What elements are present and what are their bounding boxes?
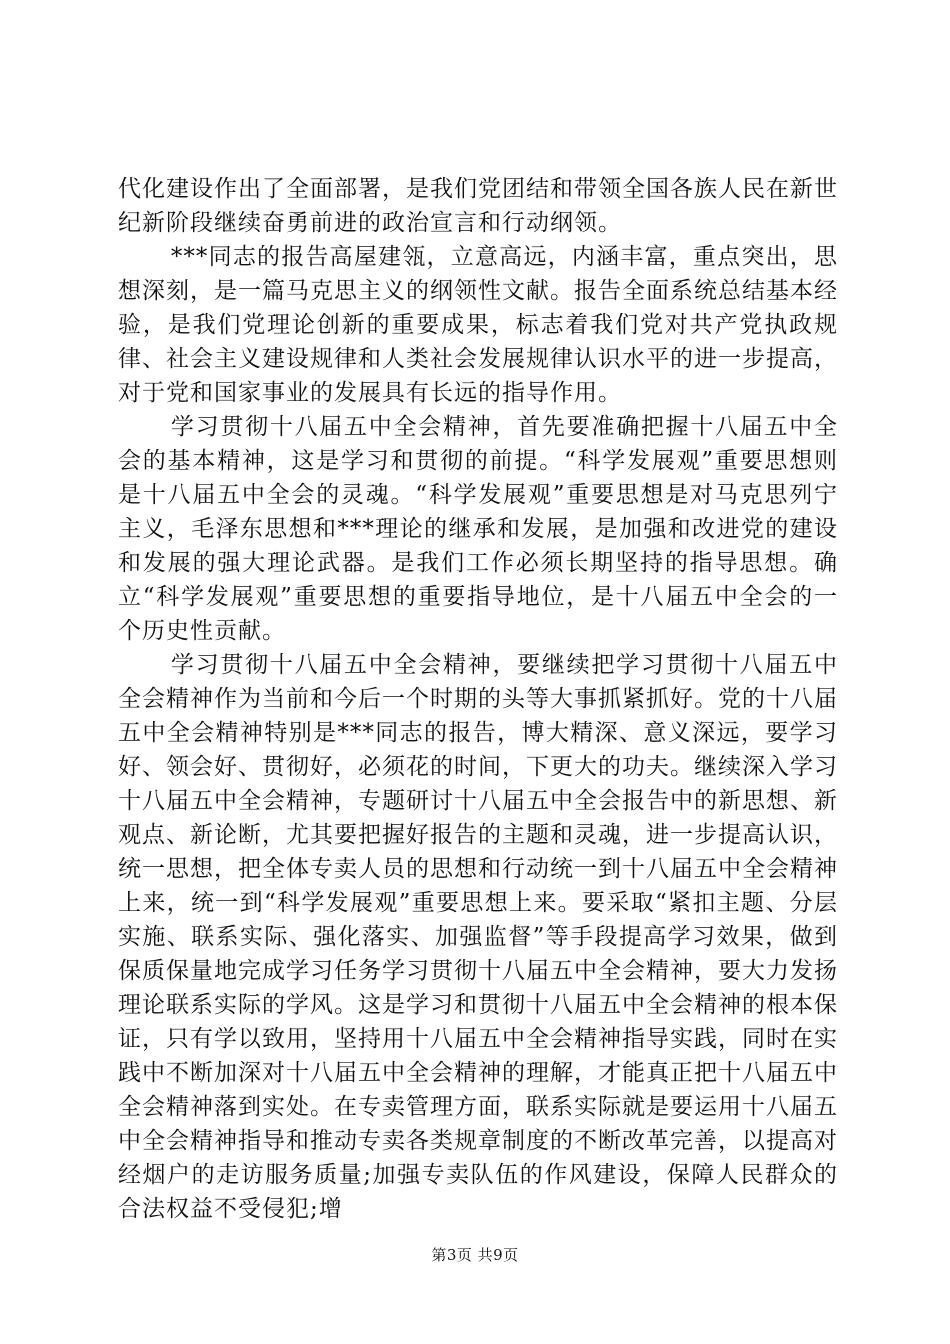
page-footer: 第3页 共9页 bbox=[431, 1246, 519, 1264]
paragraph-study-implementation: 学习贯彻十八届五中全会精神，要继续把学习贯彻十八届五中全会精神作为当前和今后一个时期的头等大事抓紧抓好。党的十八届五中全会精神特别是***同志的报告，博大精深、意义深远，要学习好、领会好、贯彻好，必须花的时间，下更大的功夫。继续深入学习十八届五中全会精神，专题研讨十八届五中全会报告中的新思想、新观点、新论断，尤其要把握好报告的主题和灵魂，进一步提高认识，统一思想，把全体专卖人员的思想和行动统一到十八届五中全会精神上来，统一到“科学发展观”重要思想上来。要采取“紧扣主题、分层实施、联系实际、强化落实、加强监督”等手段提高学习效果，做到保质保量地完成学习任务学习贯彻十八届五中全会精神，要大力发扬理论联系实际的学风。这是学习和贯彻十八届五中全会精神的根本保证，只有学以致用，坚持用十八届五中全会精神指导实践，同时在实践中不断加深对十八届五中全会精神的理解，才能真正把十八届五中全会精神落到实处。在专卖管理方面，联系实际就是要运用十八届五中全会精神指导和推动专卖各类规章制度的不断改革完善，以提高对经烟户的走访服务质量;加强专卖队伍的作风建设，保障人民群众的合法权益不受侵犯;增 bbox=[118, 652, 838, 1222]
paragraph-report-evaluation: ***同志的报告高屋建瓴，立意高远，内涵丰富，重点突出，思想深刻，是一篇马克思主义的纲领性文献。报告全面系统总结基本经验，是我们党理论创新的重要成果，标志着我们党对共产党执政规律、社会主义建设规律和人类社会发展规律认识水平的进一步提高，对于党和国家事业的发展具有长远的指导作用。 bbox=[118, 244, 838, 406]
document-body bbox=[118, 172, 838, 1226]
paragraph-basic-spirit: 学习贯彻十八届五中全会精神，首先要准确把握十八届五中全会的基本精神，这是学习和贯彻的前提。“科学发展观”重要思想则是十八届五中全会的灵魂。“科学发展观”重要思想是对马克思列宁主义，毛泽东思想和***理论的继承和发展，是加强和改进党的建设和发展的强大理论武器。是我们工作必须长期坚持的指导思想。确立“科学发展观”重要思想的重要指导地位，是十八届五中全会的一个历史性贡献。 bbox=[118, 414, 838, 644]
paragraph-continuation: 代化建设作出了全面部署，是我们党团结和带领全国各族人民在新世纪新阶段继续奋勇前进的政治宣言和行动纲领。 bbox=[118, 176, 838, 236]
